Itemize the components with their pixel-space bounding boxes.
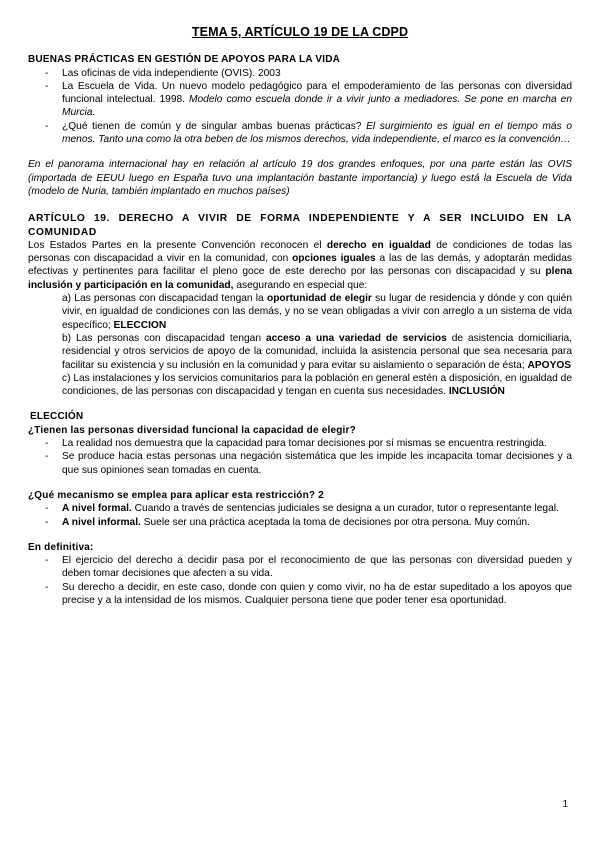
- bold-text: acceso a una variedad de servicios: [265, 332, 447, 344]
- eleccion-question-2: ¿Qué mecanismo se emplea para aplicar esta restricción? 2: [28, 489, 324, 501]
- clause-tag: INCLUSIÓN: [448, 386, 505, 398]
- text: a las de las demás, y adoptarán medidas efectivas y pertinentes para facilitar el pleno goce de este derecho por las personas con discapacidad y su: [28, 253, 572, 278]
- text: su lugar de residencia y dónde y con quién vivir, en igualdad de condiciones con las demás, y no se vean obligadas a vivir con arreglo a un sistema de vida específico;: [62, 293, 572, 331]
- list-item: - La realidad nos demuestra que la capacidad para tomar decisiones por sí mismas se encuentra restringida.: [62, 437, 572, 450]
- list-item: [62, 502, 572, 515]
- text: Cuando a través de sentencias judiciales se designa a un curador, tutor o representante legal.: [134, 503, 559, 515]
- list-item-text: La Escuela de Vida. Un nuevo modelo pedagógico para el empoderamiento de las personas con diversidad funcional intelectual. 1998.: [62, 80, 572, 106]
- list-item-text: Las oficinas de vida independiente (OVIS). 2003: [62, 67, 281, 79]
- articulo-intro: [28, 239, 572, 292]
- text: b) Las personas con discapacidad tengan: [62, 332, 262, 344]
- bold-text: oportunidad de elegir: [266, 293, 372, 305]
- eleccion-list-2: [28, 502, 572, 529]
- text: a) Las personas con discapacidad tengan la: [62, 293, 264, 305]
- bold-text: A nivel informal.: [62, 516, 141, 528]
- clause-tag: ELECCION: [113, 319, 167, 331]
- buenas-practicas-list: [28, 67, 572, 147]
- buenas-practicas-heading: BUENAS PRÁCTICAS EN GESTIÓN DE APOYOS PARA LA VIDA: [28, 54, 341, 66]
- bold-text: plena inclusión y participación en la comunidad,: [28, 266, 572, 291]
- bold-text: opciones iguales: [292, 253, 376, 265]
- text: asegurando en especial que:: [236, 279, 368, 291]
- eleccion-heading: ELECCIÓN: [30, 411, 84, 423]
- articulo-heading: ARTÍCULO 19. DERECHO A VIVIR DE FORMA INDEPENDIENTE Y A SER INCLUIDO EN LA COMUNIDAD: [28, 213, 572, 238]
- page-number: 1: [562, 799, 568, 810]
- en-definitiva-list: [28, 554, 572, 607]
- page-title: TEMA 5, ARTÍCULO 19 DE LA CDPD: [191, 25, 409, 39]
- list-item-note: Modelo como escuela donde ir a vivir junto a mediadores. Se pone en marcha en Murcia.: [62, 94, 572, 119]
- list-item: [62, 80, 572, 120]
- text: de asistencia domiciliaria, residencial y otros servicios de apoyo de la comunidad, incluida la asistencia personal que sea necesaria para facilitar su existencia y su inclusión en la comunidad y para evitar su aislamiento o separación de ésta;: [62, 332, 572, 371]
- eleccion-question-1: ¿Tienen las personas diversidad funcional la capacidad de elegir?: [28, 424, 356, 436]
- en-definitiva-heading: En definitiva:: [28, 541, 94, 553]
- list-item: [62, 516, 572, 529]
- list-item: - El ejercicio del derecho a decidir pasa por el reconocimiento de que las personas con diversidad pueden y deben tomar decisiones que afecten a su vida.: [62, 554, 572, 581]
- list-item: - Su derecho a decidir, en este caso, donde con quien y como vivir, no ha de estar supeditado a los apoyos que precise y a la intensidad de los mismos. Cualquier persona tiene que poder tener esa oportunidad.: [62, 581, 572, 608]
- text: de condiciones de todas las personas con discapacidad a vivir en la comunidad, con: [28, 239, 572, 265]
- bold-text: derecho en igualdad: [326, 239, 431, 251]
- clause-tag: APOYOS: [527, 359, 572, 371]
- text: Suele ser una práctica aceptada la toma de decisiones por otra persona. Muy común.: [143, 516, 530, 528]
- list-item: - Se produce hacia estas personas una negación sistemática que les impide les incapacita tomar decisiones y a que sus opiniones sean tomadas en cuenta.: [62, 450, 572, 477]
- list-item-text: ¿Qué tienen de común y de singular ambas buenas prácticas?: [62, 120, 362, 132]
- articulo-clause-a: [62, 292, 572, 332]
- text: c) Las instalaciones y los servicios comunitarios para la población en general estén a disposición, en igualdad de condiciones, de las personas con discapacidad y tengan en cuenta sus necesidades.: [62, 372, 572, 398]
- panorama-paragraph: En el panorama internacional hay en relación al artículo 19 dos grandes enfoques, por una parte están las OVIS (importada de EEUU luego en España tuvo una implantación bastante importancia) y luego está la Escuela de Vida (modelo de Nuria, también implantado en muchos países): [28, 159, 572, 197]
- list-item: [62, 67, 572, 80]
- list-item-note: El surgimiento es igual en el tiempo más o menos. Tanto una como la otra beben de los mismos derechos, vida independiente, el marco es la convención…: [62, 120, 572, 146]
- document-page: [28, 26, 572, 607]
- list-item: [62, 120, 572, 147]
- bold-text: A nivel formal.: [62, 503, 132, 515]
- text: Los Estados Partes en la presente Convención reconocen el: [28, 239, 322, 251]
- eleccion-list-1: [28, 437, 572, 477]
- articulo-clause-c: [62, 372, 572, 399]
- articulo-clause-b: [62, 332, 572, 372]
